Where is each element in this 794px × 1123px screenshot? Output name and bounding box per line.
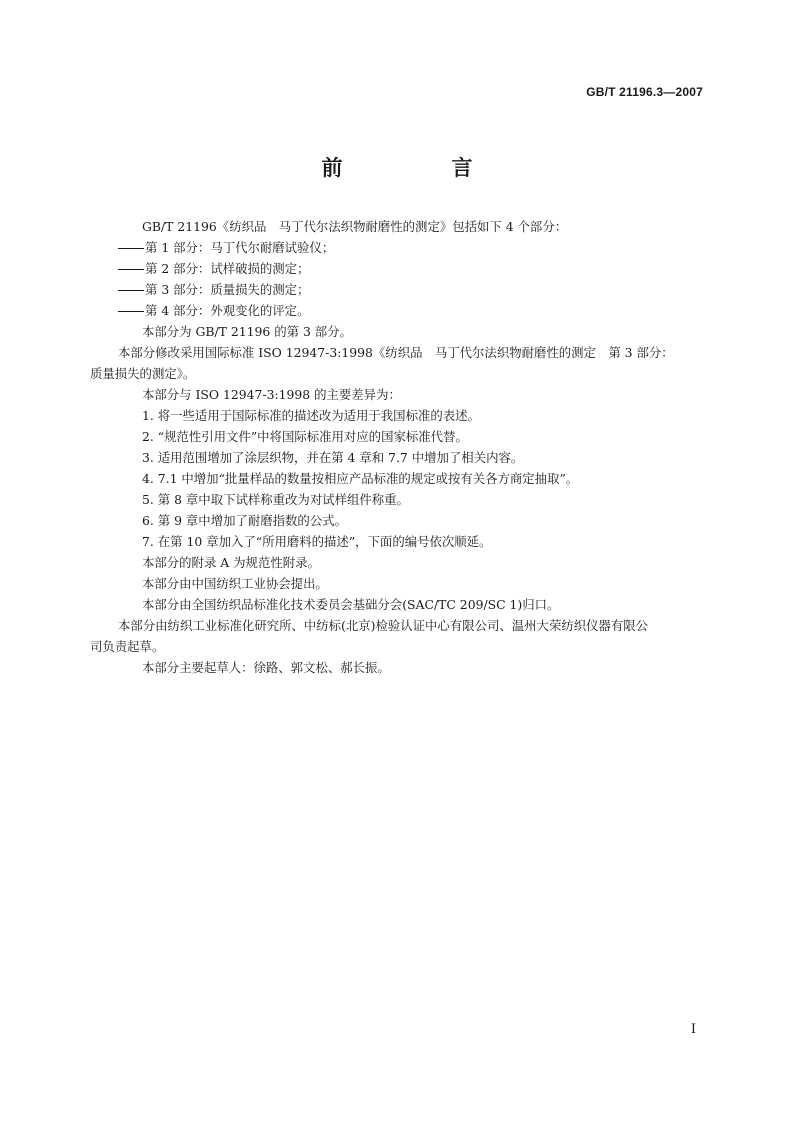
annex-statement: 本部分的附录 A 为规范性附录。 [142, 555, 320, 570]
foreword-body [90, 216, 708, 678]
adoption-statement [90, 342, 708, 384]
page-title: 前 言 [321, 156, 517, 180]
difference-item: 4. 7.1 中增加“批量样品的数量按相应产品标准的规定或按有关各方商定抽取”。 [142, 471, 579, 486]
em-dash [118, 290, 144, 291]
difference-item: 3. 适用范围增加了涂层织物，并在第 4 章和 7.7 中增加了相关内容。 [142, 450, 524, 465]
part-list-item-text: 第 3 部分：质量损失的测定； [145, 282, 310, 297]
part-list-item-text: 第 1 部分：马丁代尔耐磨试验仪； [145, 240, 335, 255]
part-list-item [118, 237, 708, 258]
difference-item: 6. 第 9 章中增加了耐磨指数的公式。 [142, 513, 347, 528]
part-statement: 本部分为 GB/T 21196 的第 3 部分。 [142, 324, 352, 339]
page-number: I [690, 1022, 696, 1037]
drafting-units-line2: 司负责起草。 [90, 639, 165, 654]
difference-item: 1. 将一些适用于国际标准的描述改为适用于我国标准的表述。 [142, 408, 480, 423]
difference-item: 7. 在第 10 章加入了“所用磨料的描述”，下面的编号依次顺延。 [142, 534, 492, 549]
difference-item: 2. “规范性引用文件”中将国际标准用对应的国家标准代替。 [142, 429, 468, 444]
drafters-statement: 本部分主要起草人：徐路、郭文松、郝长振。 [142, 660, 390, 675]
drafting-units [90, 615, 708, 657]
part-list-item-text: 第 2 部分：试样破损的测定； [145, 261, 310, 276]
drafting-units-line1: 本部分由纺织工业标准化研究所、中纺标(北京)检验认证中心有限公司、温州大荣纺织仪器有限公 [118, 618, 649, 633]
differences-intro: 本部分与 ISO 12947-3:1998 的主要差异为： [142, 387, 401, 402]
proposer-statement: 本部分由中国纺织工业协会提出。 [142, 576, 328, 591]
committee-statement: 本部分由全国纺织品标准化技术委员会基础分会(SAC/TC 209/SC 1)归口。 [142, 597, 560, 612]
intro-paragraph: GB/T 21196《纺织品 马丁代尔法织物耐磨性的测定》包括如下 4 个部分： [142, 219, 568, 234]
standard-code: GB/T 21196.3—2007 [586, 85, 703, 99]
adoption-statement-line1: 本部分修改采用国际标准 ISO 12947-3:1998《纺织品 马丁代尔法织物耐磨性的测定 第 3 部分： [118, 345, 674, 360]
part-list-item [118, 279, 708, 300]
em-dash [118, 269, 144, 270]
part-list-item-text: 第 4 部分：外观变化的评定。 [145, 303, 310, 318]
part-list-item [118, 258, 708, 279]
part-list-item [118, 300, 708, 321]
em-dash [118, 311, 144, 312]
difference-item: 5. 第 8 章中取下试样称重改为对试样组件称重。 [142, 492, 409, 507]
adoption-statement-line2: 质量损失的测定》。 [90, 366, 196, 381]
em-dash [118, 248, 144, 249]
